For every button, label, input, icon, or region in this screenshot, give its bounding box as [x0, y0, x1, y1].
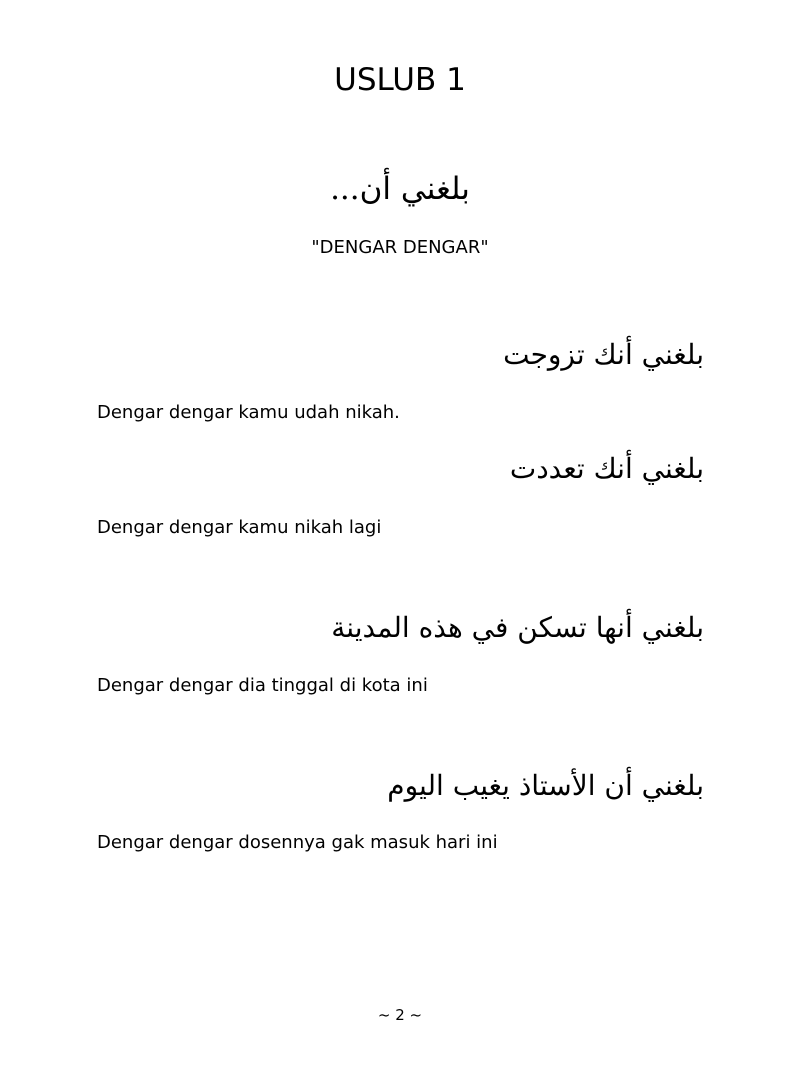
example-arabic-4: بلغني أن الأستاذ يغيب اليوم	[387, 769, 704, 802]
example-arabic-3: بلغني أنها تسكن في هذه المدينة	[331, 611, 704, 644]
example-translation-3: Dengar dengar dia tinggal di kota ini	[97, 675, 428, 696]
page-title: USLUB 1	[334, 62, 466, 98]
example-translation-1: Dengar dengar kamu udah nikah.	[97, 402, 400, 423]
example-translation-4: Dengar dengar dosennya gak masuk hari ini	[97, 832, 498, 853]
example-translation-2: Dengar dengar kamu nikah lagi	[97, 517, 382, 538]
example-arabic-1: بلغني أنك تزوجت	[503, 338, 704, 371]
page-number: ~ 2 ~	[377, 1006, 423, 1024]
example-arabic-2: بلغني أنك تعددت	[509, 452, 704, 485]
pattern-translation: "DENGAR DENGAR"	[311, 237, 489, 258]
pattern-arabic-phrase: بلغني أن...	[330, 171, 470, 207]
